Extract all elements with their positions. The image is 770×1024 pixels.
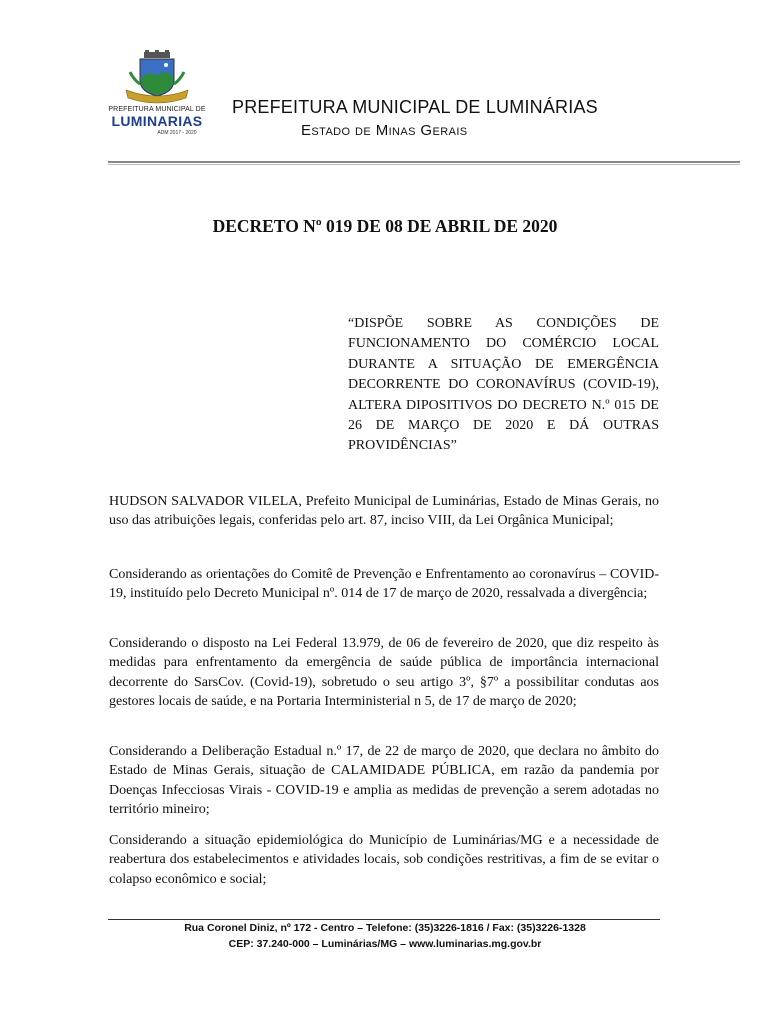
header-title: PREFEITURA MUNICIPAL DE LUMINÁRIAS [232, 97, 598, 117]
footer-contact: CEP: 37.240-000 – Luminárias/MG – www.luminarias.mg.gov.br [228, 938, 542, 950]
logo-subtitle: PREFEITURA MUNICIPAL DE [108, 106, 206, 113]
body-paragraph: Considerando a Deliberação Estadual n.º 17, de 22 de março de 2020, que declara no âmbito do Estado de Minas Gerais, situação de CALAMIDADE PÚBLICA, em razão da pandemia por Doenças Infecciosas Virais - COVID-19 e amplia as medidas de prevenção a serem adotadas no território mineiro; [109, 744, 659, 818]
decree-title: DECRETO Nº 019 DE 08 DE ABRIL DE 2020 [212, 216, 558, 236]
logo-administration: ADM 2017 - 2020 [157, 130, 197, 136]
coat-of-arms-icon [108, 50, 206, 106]
body-paragraph: HUDSON SALVADOR VILELA, Prefeito Municipal de Luminárias, Estado de Minas Gerais, no uso das atribuições legais, conferidas pelo art. 87, inciso VIII, da Lei Orgânica Municipal; [109, 494, 659, 529]
header-subtitle: Estado de Minas Gerais [301, 122, 468, 139]
municipal-logo [108, 50, 206, 138]
body-paragraph: Considerando a situação epidemiológica do Município de Luminárias/MG e a necessidade de reabertura dos estabelecimentos e atividades locais, sob condições restritivas, a fim de se evitar o colapso econômico e social; [109, 833, 659, 887]
header-divider-thin [108, 164, 740, 165]
decree-ementa: “DISPÕE SOBRE AS CONDIÇÕES DE FUNCIONAMENTO DO COMÉRCIO LOCAL DURANTE A SITUAÇÃO DE EMERGÊNCIA DECORRENTE DO CORONAVÍRUS (COVID-19), ALTERA DIPOSITIVOS DO DECRETO N.º 015 DE 26 DE MARÇO DE 2020 E DÁ OUTRAS PROVIDÊNCIAS” [348, 316, 659, 454]
logo-wordmark: LUMINARIAS [111, 113, 203, 129]
header-divider [108, 161, 740, 163]
footer-address: Rua Coronel Diniz, nº 172 - Centro – Telefone: (35)3226-1816 / Fax: (35)3226-1328 [184, 922, 586, 934]
footer-divider [108, 919, 660, 920]
body-paragraph: Considerando as orientações do Comitê de Prevenção e Enfrentamento ao coronavírus – COVID-19, instituído pelo Decreto Municipal nº. 014 de 17 de março de 2020, ressalvada a divergência; [109, 567, 659, 602]
body-paragraph: Considerando o disposto na Lei Federal 13.979, de 06 de fevereiro de 2020, que diz respeito às medidas para enfrentamento da emergência de saúde pública de importância internacional decorrente do SarsCov. (Covid-19), sobretudo o seu artigo 3º, §7º a possibilitar condutas aos gestores locais de saúde, e na Portaria Interministerial n 5, de 17 de março de 2020; [109, 636, 659, 710]
